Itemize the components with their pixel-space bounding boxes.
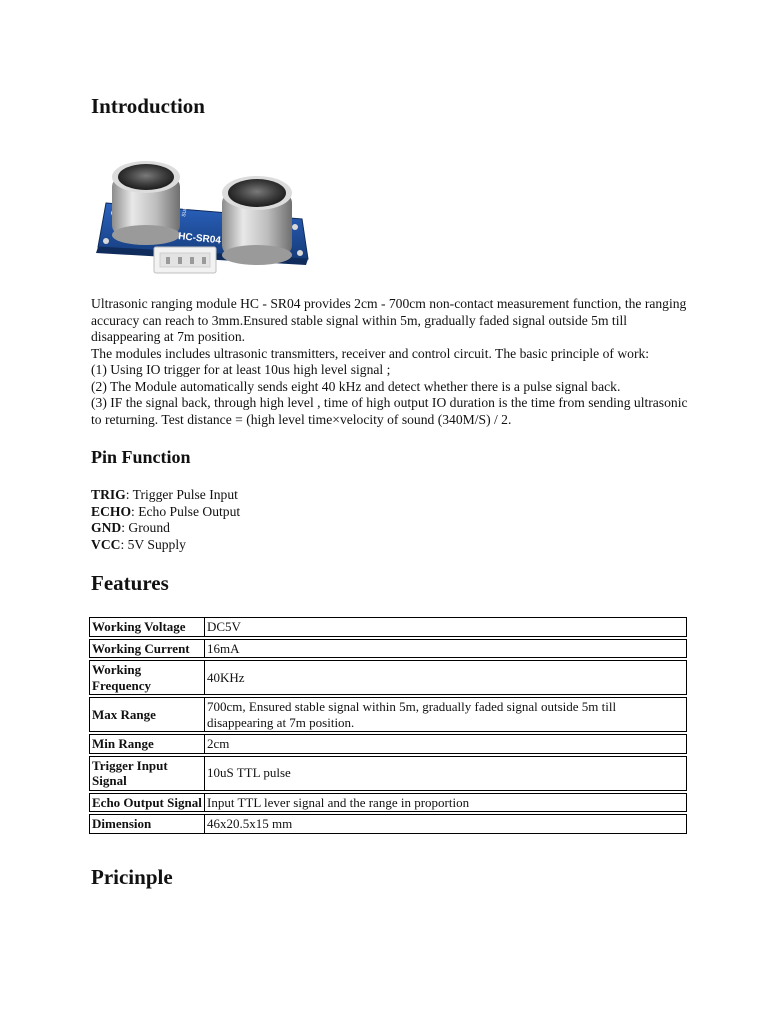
feature-value: 16mA bbox=[204, 639, 687, 659]
pin-desc: : Ground bbox=[121, 520, 170, 535]
right-transducer bbox=[222, 176, 292, 265]
table-row bbox=[89, 617, 687, 637]
intro-paragraph: (1) Using IO trigger for at least 10us high level signal ; bbox=[91, 362, 391, 377]
feature-value: 2cm bbox=[204, 734, 687, 754]
feature-key: Max Range bbox=[89, 697, 204, 732]
pin-function-heading: Pin Function bbox=[91, 447, 191, 467]
table-row bbox=[89, 697, 687, 732]
pin-connector bbox=[154, 247, 216, 273]
features-heading: Features bbox=[91, 571, 169, 595]
table-row bbox=[89, 639, 687, 659]
pin-item-echo bbox=[91, 504, 240, 521]
pin-item-vcc bbox=[91, 537, 240, 554]
features-table bbox=[89, 615, 687, 836]
pin-desc: : Echo Pulse Output bbox=[131, 503, 241, 519]
pin-name: GND bbox=[91, 520, 122, 535]
feature-key: Working Voltage bbox=[89, 617, 204, 637]
pin-item-trig bbox=[91, 487, 240, 504]
table-row bbox=[89, 793, 687, 813]
principle-heading: Pricinple bbox=[91, 865, 173, 889]
feature-key: Trigger Input Signal bbox=[89, 756, 204, 791]
pin-desc: : Trigger Pulse Input bbox=[125, 487, 238, 502]
feature-value: 40KHz bbox=[204, 660, 687, 695]
brand-label: SUNFOUNDER bbox=[181, 181, 194, 218]
intro-paragraph: (2) The Module automatically sends eight 40 kHz and detect whether there is a pulse signal back. bbox=[91, 378, 621, 394]
table-row bbox=[89, 756, 687, 791]
feature-value: Input TTL lever signal and the range in proportion bbox=[204, 793, 687, 813]
intro-paragraph: The modules includes ultrasonic transmitters, receiver and control circuit. The basic principle of work: bbox=[91, 345, 650, 361]
feature-value: 10uS TTL pulse bbox=[204, 756, 687, 791]
feature-key: Min Range bbox=[89, 734, 204, 754]
pin-name: VCC bbox=[91, 536, 121, 552]
intro-paragraph: Ultrasonic ranging module HC - SR04 provides 2cm - 700cm non-contact measurement function, the ranging accuracy can reach to 3mm.Ensured stable signal within 5m, gradually faded signal outside 5m till disappearing at 7m position. bbox=[91, 296, 687, 344]
feature-key: Dimension bbox=[89, 814, 204, 834]
board-label: HC-SR04 bbox=[177, 231, 222, 247]
pin-item-gnd bbox=[91, 520, 240, 537]
feature-value: 700cm, Ensured stable signal within 5m, gradually faded signal outside 5m till disappearing at 7m position. bbox=[204, 697, 687, 732]
feature-key: Working Current bbox=[89, 639, 204, 659]
pin-name: TRIG bbox=[91, 487, 126, 502]
intro-paragraph: (3) IF the signal back, through high level , time of high output IO duration is the time from sending ultrasonic to returning. Test distance = (high level time×velocity of sound (340M/S) / 2. bbox=[91, 395, 688, 427]
table-row bbox=[89, 814, 687, 834]
left-transducer bbox=[112, 161, 180, 245]
introduction-text bbox=[91, 296, 691, 428]
pin-desc: : 5V Supply bbox=[120, 536, 186, 552]
table-row bbox=[89, 660, 687, 695]
feature-key: Working Frequency bbox=[89, 660, 204, 695]
hc-sr04-module-image bbox=[90, 155, 312, 290]
feature-value: DC5V bbox=[204, 617, 687, 637]
introduction-heading: Introduction bbox=[91, 94, 205, 118]
feature-value: 46x20.5x15 mm bbox=[204, 814, 687, 834]
pin-name: ECHO bbox=[91, 503, 132, 519]
table-row bbox=[89, 734, 687, 754]
pin-list bbox=[91, 487, 240, 553]
feature-key: Echo Output Signal bbox=[89, 793, 204, 813]
